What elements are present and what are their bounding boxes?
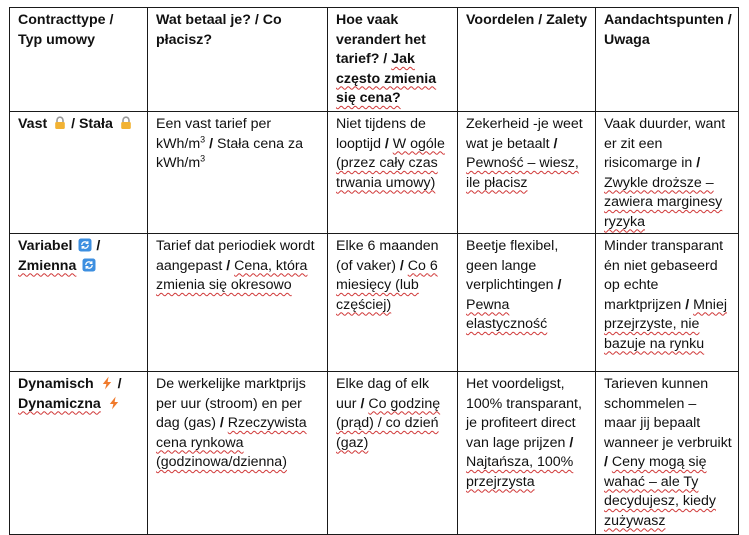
cons-cell-variabel: Minder transparant én niet gebaseerd op echte marktprijzen / Mniej przejrzyste, nie bazuje na rynku [596, 234, 739, 372]
header-pros-pl: Zalety [546, 12, 588, 28]
type-cell-dynamisch: Dynamisch / Dynamiczna [10, 372, 148, 535]
header-change-pl: Jak często zmienia się cena? [336, 51, 437, 106]
type-cell-variabel: Variabel / Zmienna [10, 234, 148, 372]
header-cons-pl: Uwaga [604, 31, 650, 48]
pay-cell-dynamisch: De werkelijke marktprijs per uur (stroom) en per dag (gas) / Rzeczywista cena rynkowa (godzinowa/dzienna) [148, 372, 328, 535]
header-row [10, 8, 739, 112]
change-cell-vast: Niet tijdens de looptijd / W ogóle (przez cały czas trwania umowy) [328, 112, 458, 234]
header-type-nl: Contracttype [18, 12, 106, 28]
header-pay-pl: Co płacisz? [156, 12, 282, 48]
lock-icon [53, 116, 67, 130]
table-row [10, 234, 739, 372]
type-cell-vast: Vast / Stała [10, 112, 148, 234]
cons-cell-vast: Vaak duurder, want er zit een risicomarge in / Zwykle droższe – zawiera marginesy ryzyka [596, 112, 739, 234]
lightning-icon [107, 396, 121, 410]
change-cell-dynamisch: Elke dag of elk uur / Co godzinę (prąd) / co dzień (gaz) [328, 372, 458, 535]
header-cons-nl: Aandachtspunten [604, 12, 724, 28]
pros-cell-vast: Zekerheid -je weet wat je betaalt / Pewność – wiesz, ile płacisz [458, 112, 596, 234]
header-advantages: Voordelen / Zalety [458, 8, 596, 112]
pay-cell-variabel: Tarief dat periodiek wordt aangepast / Cena, która zmienia się okresowo [148, 234, 328, 372]
cons-cell-dynamisch: Tarieven kunnen schommelen – maar jij bepaalt wanneer je verbruikt / Ceny mogą się wahać – ale Ty decydujesz, kiedy zużywasz [596, 372, 739, 535]
table-row [10, 112, 739, 234]
lightning-icon [100, 376, 114, 390]
refresh-icon [82, 258, 96, 272]
header-pay-nl: Wat betaal je? [156, 12, 251, 28]
header-rate-change: Hoe vaak verandert het tarief? / Jak często zmienia się cena? [328, 8, 458, 112]
header-attention-points: Aandachtspunten / Uwaga [596, 8, 739, 112]
change-cell-variabel: Elke 6 maanden (of vaker) / Co 6 miesięcy (lub częściej) [328, 234, 458, 372]
header-what-you-pay: Wat betaal je? / Co płacisz? [148, 8, 328, 112]
header-pros-nl: Voordelen [466, 12, 535, 28]
pros-cell-dynamisch: Het voordeligst, 100% transparant, je profiteert direct van lage prijzen / Najtańsza, 100% przejrzysta [458, 372, 596, 535]
pros-cell-variabel: Beetje flexibel, geen lange verplichtingen / Pewna elastyczność [458, 234, 596, 372]
table-row [10, 372, 739, 535]
contract-comparison-table [9, 7, 739, 535]
header-change-nl: Hoe vaak verandert het tarief? [336, 12, 426, 67]
refresh-icon [78, 238, 92, 252]
header-contract-type: Contracttype / Typ umowy [10, 8, 148, 112]
pay-cell-vast: Een vast tarief per kWh/$m^3$ / Stała cena za kWh/$m^3$ [148, 112, 328, 234]
lock-icon [119, 116, 133, 130]
header-type-pl: Typ umowy [18, 31, 95, 48]
